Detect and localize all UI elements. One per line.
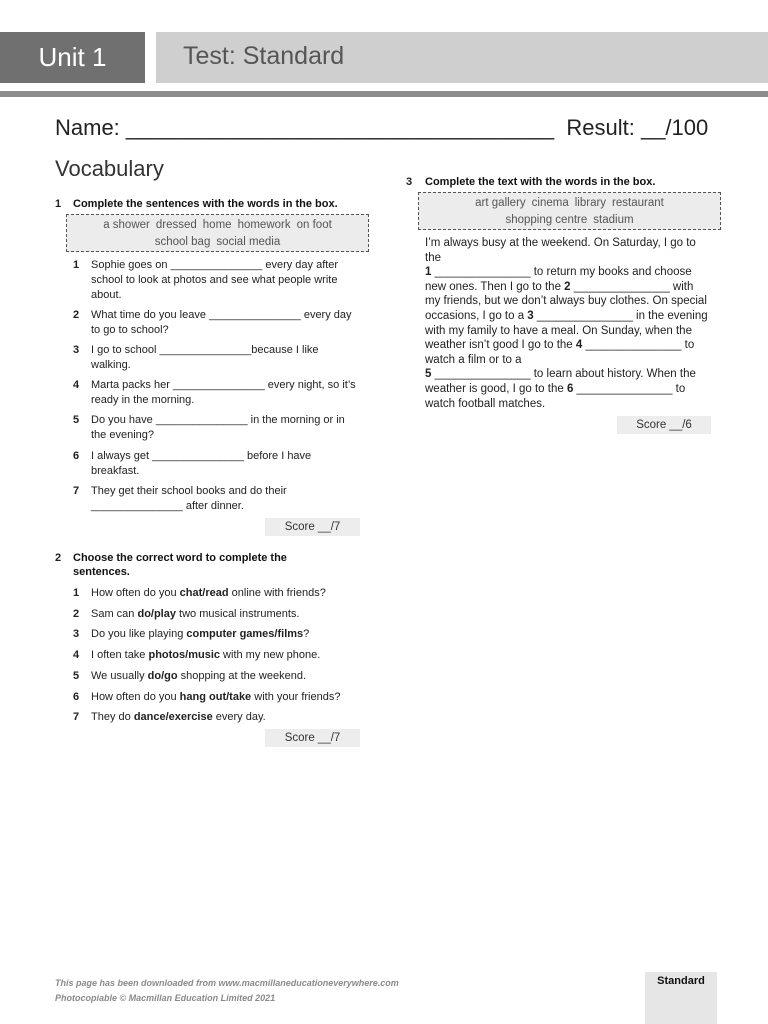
text-line: weather is good, I go to the 6 _______________ to <box>425 382 686 395</box>
text-part: How often do you <box>91 690 180 703</box>
word-option: home <box>202 219 232 231</box>
exercise-1-item <box>73 308 363 340</box>
exercise-2-item <box>73 586 373 602</box>
word-box-row <box>67 234 368 251</box>
item-text <box>91 627 361 642</box>
test-title: Test: Standard <box>156 32 768 83</box>
exercise-1-instruction: Complete the sentences with the words in the box. <box>73 198 338 210</box>
item-number: 1 <box>73 587 80 599</box>
exercise-1-item <box>73 343 363 375</box>
download-note: This page has been downloaded from www.macmillaneducationeverywhere.com <box>55 978 399 988</box>
text-part: two musical instruments. <box>175 607 300 620</box>
item-number: 1 <box>73 259 80 271</box>
word-choice: photos/music <box>148 649 220 662</box>
item-number: 4 <box>73 649 80 662</box>
item-number: 2 <box>73 309 80 321</box>
word-choice: hang out/take <box>179 690 252 703</box>
text-line: 5 _______________ to learn about history. When the <box>425 368 696 381</box>
section-title: Vocabulary <box>55 156 164 181</box>
exercise-2-item <box>73 627 373 643</box>
word-box-row <box>419 195 720 212</box>
item-text <box>91 710 361 725</box>
header-divider <box>0 91 768 97</box>
instruction-line: sentences. <box>73 566 130 578</box>
text-part: with your friends? <box>251 690 341 703</box>
copyright-note: Photocopiable © Macmillan Education Limited 2021 <box>55 993 276 1003</box>
text-part: ? <box>303 628 310 641</box>
word-box-row <box>67 217 368 234</box>
exercise-3-text <box>425 236 720 411</box>
unit-label: Unit 1 <box>0 32 145 83</box>
name-result-line: Name: ___________________________________ Result: __/100 <box>55 115 709 140</box>
text-part: We usually <box>91 669 148 682</box>
word-option: art gallery <box>475 197 526 209</box>
word-option: a shower <box>103 219 150 231</box>
text-line: 1 _______________ to return my books and choose <box>425 266 692 279</box>
word-option: shopping centre <box>505 214 588 226</box>
exercise-2-item <box>73 648 373 664</box>
word-box-row <box>419 212 720 229</box>
gap-number: 6 <box>566 382 574 395</box>
text-line: weather isn’t good I go to the 4 _______________ to <box>425 339 695 352</box>
item-text <box>91 669 361 684</box>
text-line: with my family to have a meal. On Sunday, when the <box>425 324 692 337</box>
gap-number: 5 <box>425 368 432 381</box>
text-line: occasions, I go to a 3 _______________ in the evening <box>425 309 708 322</box>
exercise-1-item <box>73 258 363 301</box>
word-choice: do/play <box>137 607 176 620</box>
item-text: Sophie goes on _______________ every day after school to look at photos and see what people write about. <box>91 259 339 301</box>
item-number: 6 <box>73 450 80 462</box>
exercise-2-item <box>73 710 373 726</box>
word-option: school bag <box>154 236 211 248</box>
exercise-2-score: Score __/7 <box>265 729 360 747</box>
text-part: online with friends? <box>228 587 326 599</box>
item-text: I always get _______________ before I have breakfast. <box>91 450 312 477</box>
word-choice: computer games/films <box>186 628 304 641</box>
item-text <box>91 586 361 601</box>
text-line: my friends, but we don’t always buy clothes. On special <box>425 295 707 308</box>
item-text: They get their school books and do their _______________ after dinner. <box>91 485 287 512</box>
word-option: dressed <box>155 219 197 231</box>
item-number: 7 <box>73 485 80 497</box>
exercise-3-number: 3 <box>406 176 413 188</box>
item-text: I go to school _______________because I like walking. <box>91 344 319 371</box>
word-option: stadium <box>593 214 634 226</box>
text-line: new ones. Then I go to the 2 _______________ with <box>425 280 694 293</box>
exercise-3-word-box <box>418 192 721 230</box>
word-option: on foot <box>296 219 332 231</box>
item-text: Marta packs her _______________ every night, so it’s ready in the morning. <box>91 379 356 406</box>
word-choice: chat/read <box>179 587 229 599</box>
item-number: 3 <box>73 628 80 641</box>
item-number: 5 <box>73 669 80 682</box>
item-number: 5 <box>73 414 80 426</box>
exercise-1-item <box>73 413 363 445</box>
item-text <box>91 690 361 705</box>
item-text: Do you have _______________ in the morning or in the evening? <box>91 414 345 441</box>
exercise-2-number: 2 <box>55 552 62 564</box>
exercise-1-item <box>73 378 363 410</box>
text-part: shopping at the weekend. <box>177 669 307 682</box>
text-part: every day. <box>212 711 266 724</box>
item-text: What time do you leave _______________ every day to go to school? <box>91 309 352 336</box>
instruction-line: Choose the correct word to complete the <box>73 552 287 564</box>
word-option: social media <box>216 236 281 248</box>
item-number: 7 <box>73 711 80 724</box>
word-choice: dance/exercise <box>133 711 213 724</box>
text-part: They do <box>91 711 134 724</box>
exercise-3-instruction: Complete the text with the words in the box. <box>425 176 656 188</box>
exercise-2-item <box>73 690 373 706</box>
text-part: with my new phone. <box>220 649 321 662</box>
exercise-2-item <box>73 669 373 685</box>
text-part: Do you like playing <box>91 628 187 641</box>
word-option: cinema <box>531 197 569 209</box>
word-option: library <box>574 197 607 209</box>
text-part: I often take <box>91 649 149 662</box>
text-line: watch a film or to a <box>425 353 522 366</box>
gap-number: 3 <box>527 309 534 322</box>
word-choice: do/go <box>147 669 178 682</box>
item-number: 6 <box>73 690 80 703</box>
gap-number: 4 <box>575 339 583 352</box>
text-line: the <box>425 251 441 264</box>
gap-number: 1 <box>425 266 432 279</box>
item-text <box>91 607 361 622</box>
item-text <box>91 648 361 663</box>
item-number: 2 <box>73 607 80 620</box>
exercise-1-word-box <box>66 214 369 252</box>
text-part: How often do you <box>91 587 180 599</box>
exercise-1-item <box>73 449 363 481</box>
word-option: homework <box>237 219 291 231</box>
item-number: 3 <box>73 344 80 356</box>
item-number: 4 <box>73 379 80 391</box>
exercise-1-item <box>73 484 363 516</box>
exercise-2-instruction <box>73 551 287 579</box>
text-line: I’m always busy at the weekend. On Saturday, I go to <box>425 237 696 249</box>
gap-number: 2 <box>564 280 571 293</box>
exercise-1-score: Score __/7 <box>265 518 360 536</box>
exercise-2-item <box>73 607 373 623</box>
text-part: Sam can <box>91 607 138 620</box>
exercise-1-number: 1 <box>55 198 62 210</box>
level-label: Standard <box>657 975 705 987</box>
text-line: watch football matches. <box>425 397 546 410</box>
exercise-3-score: Score __/6 <box>617 416 711 434</box>
word-option: restaurant <box>612 197 664 209</box>
